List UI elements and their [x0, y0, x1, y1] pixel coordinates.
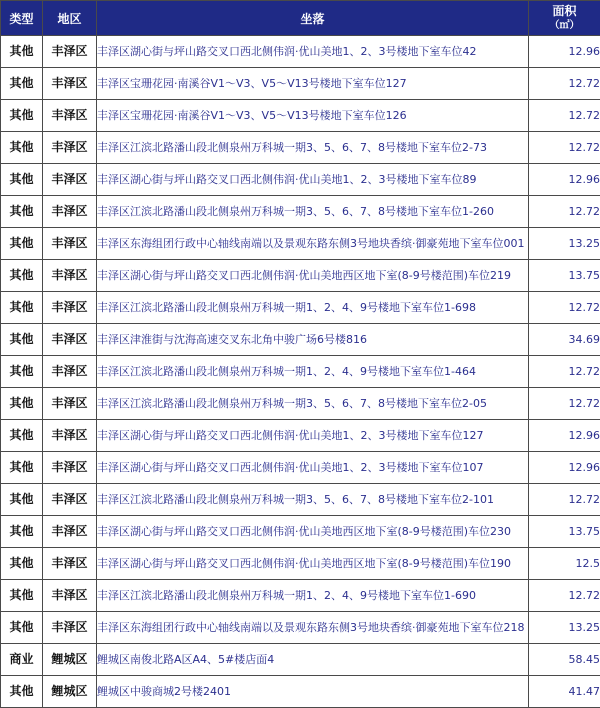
table-row — [1, 388, 600, 420]
location-text: 丰泽区湖心街与坪山路交叉口西北侧伟润·优山美地1、2、3号楼地下室车位89 — [97, 172, 528, 187]
district-cell: 丰泽区 — [43, 324, 97, 356]
location-cell — [97, 484, 529, 516]
area-cell: 34.69 — [529, 324, 600, 356]
location-cell — [97, 324, 529, 356]
location-cell — [97, 260, 529, 292]
table-row — [1, 452, 600, 484]
location-text: 丰泽区湖心街与坪山路交叉口西北侧伟润·优山美地西区地下室(8-9号楼范围)车位230 — [97, 524, 528, 539]
table-header-row — [1, 1, 600, 36]
location-text: 丰泽区湖心街与坪山路交叉口西北侧伟润·优山美地1、2、3号楼地下室车位107 — [97, 460, 528, 475]
area-cell: 12.96 — [529, 420, 600, 452]
category-cell: 其他 — [1, 388, 43, 420]
district-cell: 丰泽区 — [43, 196, 97, 228]
location-text: 丰泽区江滨北路潘山段北侧泉州万科城一期3、5、6、7、8号楼地下室车位2-101 — [97, 492, 528, 507]
area-cell: 12.72 — [529, 356, 600, 388]
header-district: 地区 — [43, 1, 97, 36]
category-cell: 其他 — [1, 36, 43, 68]
table-row — [1, 260, 600, 292]
location-text: 鲤城区中骏商城2号楼2401 — [97, 684, 528, 699]
category-cell: 商业 — [1, 644, 43, 676]
area-cell: 13.75 — [529, 516, 600, 548]
area-cell: 12.5 — [529, 548, 600, 580]
area-cell: 12.72 — [529, 580, 600, 612]
header-area-unit: （㎡） — [529, 19, 600, 32]
table-row — [1, 324, 600, 356]
category-cell: 其他 — [1, 292, 43, 324]
district-cell: 丰泽区 — [43, 612, 97, 644]
district-cell: 丰泽区 — [43, 292, 97, 324]
category-cell: 其他 — [1, 100, 43, 132]
area-cell: 12.72 — [529, 292, 600, 324]
category-cell: 其他 — [1, 420, 43, 452]
location-cell — [97, 644, 529, 676]
table-row — [1, 580, 600, 612]
table-row — [1, 356, 600, 388]
location-text: 丰泽区江滨北路潘山段北侧泉州万科城一期1、2、4、9号楼地下室车位1-690 — [97, 588, 528, 603]
table-row — [1, 292, 600, 324]
category-cell: 其他 — [1, 484, 43, 516]
category-cell: 其他 — [1, 260, 43, 292]
location-cell — [97, 388, 529, 420]
category-cell: 其他 — [1, 324, 43, 356]
location-text: 丰泽区宝珊花园·南溪谷V1～V3、V5～V13号楼地下室车位126 — [97, 108, 528, 123]
category-cell: 其他 — [1, 132, 43, 164]
district-cell: 丰泽区 — [43, 484, 97, 516]
location-cell — [97, 292, 529, 324]
location-text: 丰泽区湖心街与坪山路交叉口西北侧伟润·优山美地1、2、3号楼地下室车位42 — [97, 44, 528, 59]
category-cell: 其他 — [1, 676, 43, 708]
location-cell — [97, 164, 529, 196]
district-cell: 丰泽区 — [43, 260, 97, 292]
table-row — [1, 420, 600, 452]
location-cell — [97, 516, 529, 548]
district-cell: 丰泽区 — [43, 388, 97, 420]
location-text: 丰泽区津淮街与沈海高速交叉东北角中骏广场6号楼816 — [97, 332, 528, 347]
location-text: 丰泽区宝珊花园·南溪谷V1～V3、V5～V13号楼地下室车位127 — [97, 76, 528, 91]
header-location: 坐落 — [97, 1, 529, 36]
area-cell: 12.72 — [529, 484, 600, 516]
location-cell — [97, 452, 529, 484]
location-text: 丰泽区江滨北路潘山段北侧泉州万科城一期1、2、4、9号楼地下室车位1-698 — [97, 300, 528, 315]
location-text: 鲤城区南俊北路A区A4、5#楼店面4 — [97, 652, 528, 667]
district-cell: 丰泽区 — [43, 420, 97, 452]
district-cell: 丰泽区 — [43, 356, 97, 388]
area-cell: 12.72 — [529, 100, 600, 132]
location-text: 丰泽区湖心街与坪山路交叉口西北侧伟润·优山美地1、2、3号楼地下室车位127 — [97, 428, 528, 443]
location-text: 丰泽区江滨北路潘山段北侧泉州万科城一期1、2、4、9号楼地下室车位1-464 — [97, 364, 528, 379]
category-cell: 其他 — [1, 356, 43, 388]
table-row — [1, 100, 600, 132]
area-cell: 12.96 — [529, 36, 600, 68]
location-cell — [97, 36, 529, 68]
location-cell — [97, 196, 529, 228]
area-cell: 13.25 — [529, 612, 600, 644]
category-cell: 其他 — [1, 164, 43, 196]
category-cell: 其他 — [1, 580, 43, 612]
district-cell: 鲤城区 — [43, 644, 97, 676]
district-cell: 丰泽区 — [43, 228, 97, 260]
category-cell: 其他 — [1, 196, 43, 228]
header-area-label: 面积 — [529, 4, 600, 19]
district-cell: 丰泽区 — [43, 132, 97, 164]
district-cell: 丰泽区 — [43, 452, 97, 484]
area-cell: 12.72 — [529, 68, 600, 100]
location-text: 丰泽区湖心街与坪山路交叉口西北侧伟润·优山美地西区地下室(8-9号楼范围)车位190 — [97, 556, 528, 571]
area-cell: 12.72 — [529, 132, 600, 164]
table-row — [1, 228, 600, 260]
location-text: 丰泽区东海组团行政中心轴线南端以及景观东路东侧3号地块香缤·御豪苑地下室车位218 — [97, 620, 528, 635]
area-cell: 12.72 — [529, 388, 600, 420]
location-cell — [97, 580, 529, 612]
header-area — [529, 1, 600, 36]
category-cell: 其他 — [1, 68, 43, 100]
district-cell: 丰泽区 — [43, 36, 97, 68]
location-text: 丰泽区江滨北路潘山段北侧泉州万科城一期3、5、6、7、8号楼地下室车位1-260 — [97, 204, 528, 219]
district-cell: 丰泽区 — [43, 100, 97, 132]
location-cell — [97, 68, 529, 100]
area-cell: 12.72 — [529, 196, 600, 228]
location-cell — [97, 420, 529, 452]
table-row — [1, 196, 600, 228]
table-row — [1, 36, 600, 68]
location-text: 丰泽区湖心街与坪山路交叉口西北侧伟润·优山美地西区地下室(8-9号楼范围)车位219 — [97, 268, 528, 283]
area-cell: 13.75 — [529, 260, 600, 292]
table-row — [1, 516, 600, 548]
district-cell: 丰泽区 — [43, 516, 97, 548]
location-cell — [97, 548, 529, 580]
category-cell: 其他 — [1, 516, 43, 548]
location-text: 丰泽区江滨北路潘山段北侧泉州万科城一期3、5、6、7、8号楼地下室车位2-73 — [97, 140, 528, 155]
table-row — [1, 164, 600, 196]
area-cell: 13.25 — [529, 228, 600, 260]
location-cell — [97, 100, 529, 132]
table-row — [1, 644, 600, 676]
category-cell: 其他 — [1, 548, 43, 580]
district-cell: 丰泽区 — [43, 580, 97, 612]
table-body — [1, 36, 600, 708]
location-cell — [97, 356, 529, 388]
location-cell — [97, 228, 529, 260]
category-cell: 其他 — [1, 452, 43, 484]
district-cell: 丰泽区 — [43, 164, 97, 196]
district-cell: 鲤城区 — [43, 676, 97, 708]
district-cell: 丰泽区 — [43, 548, 97, 580]
category-cell: 其他 — [1, 228, 43, 260]
area-cell: 58.45 — [529, 644, 600, 676]
area-cell: 12.96 — [529, 452, 600, 484]
category-cell: 其他 — [1, 612, 43, 644]
location-text: 丰泽区江滨北路潘山段北侧泉州万科城一期3、5、6、7、8号楼地下室车位2-05 — [97, 396, 528, 411]
table-row — [1, 68, 600, 100]
location-text: 丰泽区东海组团行政中心轴线南端以及景观东路东侧3号地块香缤·御豪苑地下室车位001 — [97, 236, 528, 251]
table-row — [1, 132, 600, 164]
header-category: 类型 — [1, 1, 43, 36]
table-row — [1, 612, 600, 644]
table-row — [1, 548, 600, 580]
area-cell: 41.47 — [529, 676, 600, 708]
table-row — [1, 484, 600, 516]
location-cell — [97, 612, 529, 644]
area-cell: 12.96 — [529, 164, 600, 196]
location-cell — [97, 132, 529, 164]
district-cell: 丰泽区 — [43, 68, 97, 100]
